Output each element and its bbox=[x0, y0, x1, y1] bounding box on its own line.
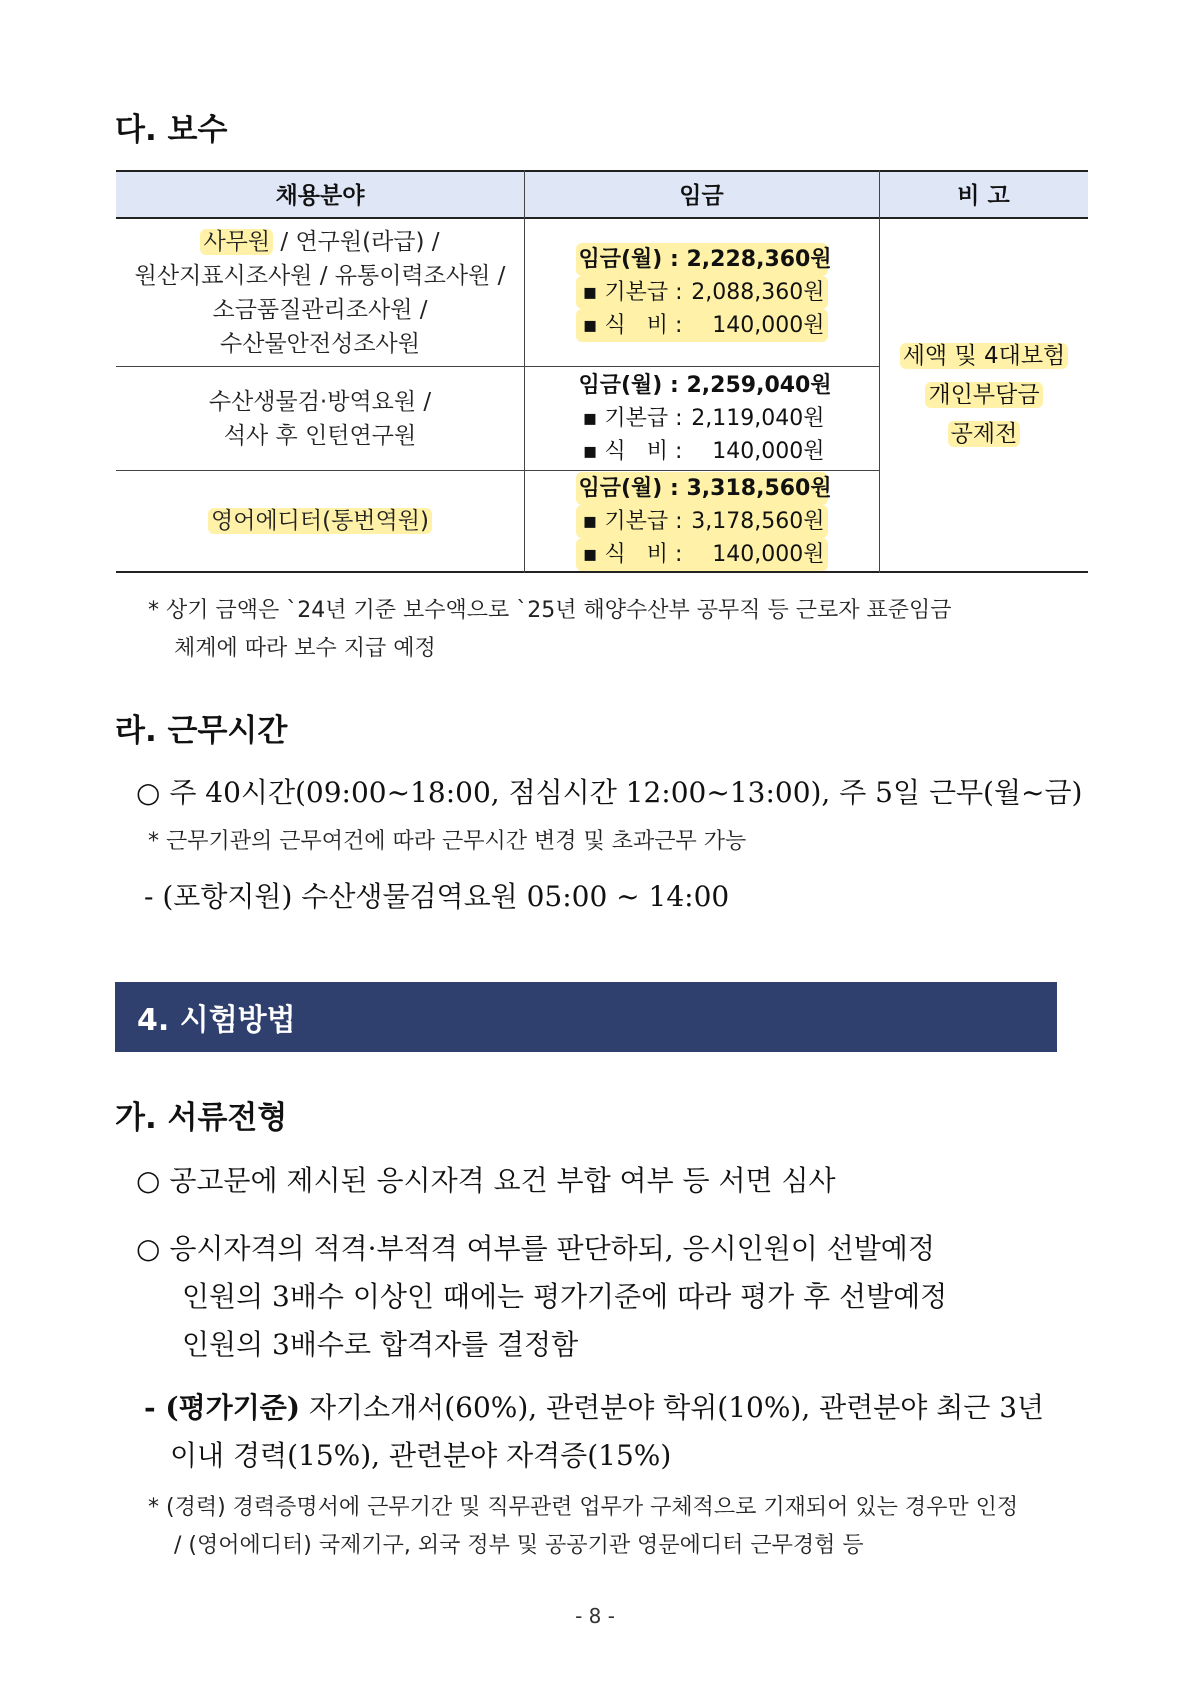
meal-value: 140,000원 bbox=[712, 313, 825, 338]
base-label: 기본급 : bbox=[604, 406, 683, 431]
square-bullet-icon: ▪ 기본급 : bbox=[582, 280, 683, 305]
table-row-2-field bbox=[116, 367, 524, 470]
square-bullet-icon: ▪ 식 비 : bbox=[582, 313, 683, 338]
base-value: 2,088,360원 bbox=[691, 280, 825, 305]
evaluation-criteria-line-1: 자기소개서(60%), 관련분야 학위(10%), 관련분야 최근 3년 bbox=[300, 1391, 1045, 1424]
wage-label: 임금(월) : bbox=[578, 475, 679, 501]
salary-table bbox=[116, 170, 1088, 573]
bullet-2-line-3: 인원의 3배수로 합격자를 결정함 bbox=[182, 1328, 579, 1361]
base-value: 3,178,560원 bbox=[691, 508, 825, 534]
field-line: 소금품질관리조사원 / bbox=[212, 296, 428, 323]
field-line: 수산생물검·방역요원 / bbox=[208, 388, 432, 415]
section-ga-title: 가. 서류전형 bbox=[115, 1100, 288, 1136]
table-bottom-border bbox=[116, 571, 1088, 573]
work-hours-bullet: ○ 주 40시간(09:00~18:00, 점심시간 12:00~13:00), 주 5일 근무(월~금) bbox=[136, 776, 1083, 809]
table-remark bbox=[880, 219, 1088, 571]
section-da-title: 다. 보수 bbox=[115, 112, 228, 148]
wage-label: 임금(월) : bbox=[578, 247, 679, 272]
meal-value: 140,000원 bbox=[712, 439, 825, 464]
square-bullet-icon: ▪ 식 비 : bbox=[582, 541, 683, 567]
header-remark: 비 고 bbox=[957, 183, 1010, 209]
field-line: 석사 후 인턴연구원 bbox=[223, 422, 417, 449]
evaluation-criteria bbox=[144, 1384, 1094, 1480]
table-row-1-field bbox=[116, 219, 524, 366]
section-4-banner bbox=[115, 982, 1057, 1052]
wage-value: 2,259,040원 bbox=[686, 373, 832, 398]
section-4-title: 4. 시험방법 bbox=[137, 1003, 296, 1038]
table-row-1-wage bbox=[524, 219, 879, 366]
work-hours-dash: - (포항지원) 수산생물검역요원 05:00 ~ 14:00 bbox=[144, 880, 730, 913]
bullet-2-line-1: ○ 응시자격의 적격·부적격 여부를 판단하되, 응시인원이 선발예정 bbox=[136, 1232, 935, 1265]
meal-value: 140,000원 bbox=[712, 541, 825, 567]
evaluation-note-line-1: * (경력) 경력증명서에 근무기간 및 직무관련 업무가 구체적으로 기재되어 있는 경우만 인정 bbox=[148, 1495, 1019, 1520]
base-value: 2,119,040원 bbox=[691, 406, 825, 431]
wage-value: 3,318,560원 bbox=[686, 475, 832, 501]
base-label: 기본급 : bbox=[604, 508, 683, 534]
salary-note bbox=[148, 592, 1088, 668]
section-ra-title: 라. 근무시간 bbox=[115, 713, 288, 749]
remark-line: 세액 및 4대보험 bbox=[900, 343, 1069, 369]
bullet-2-line-2: 인원의 3배수 이상인 때에는 평가기준에 따라 평가 후 선발예정 bbox=[182, 1280, 948, 1313]
evaluation-note bbox=[148, 1489, 1098, 1565]
salary-note-line-2: 체계에 따라 보수 지급 예정 bbox=[174, 636, 436, 661]
field-line: 사무원 bbox=[200, 229, 273, 255]
table-row-2-wage bbox=[524, 367, 879, 470]
field-line: 영어에디터(통번역원) bbox=[208, 508, 432, 534]
header-field: 채용분야 bbox=[275, 183, 365, 209]
document-screening-bullet-2 bbox=[136, 1225, 1088, 1369]
field-line: 원산지표시조사원 / 유통이력조사원 / bbox=[134, 262, 506, 289]
table-top-border bbox=[116, 170, 1088, 172]
table-row-3-field bbox=[116, 471, 524, 571]
table-row-3-wage bbox=[524, 471, 879, 571]
meal-label: 식 비 : bbox=[604, 313, 683, 338]
evaluation-note-line-2: / (영어에디터) 국제기구, 외국 정부 및 공공기관 영문에디터 근무경험 등 bbox=[174, 1533, 864, 1558]
header-wage: 임금 bbox=[679, 183, 724, 209]
evaluation-criteria-label: - (평가기준) bbox=[144, 1391, 301, 1424]
base-label: 기본급 : bbox=[604, 280, 683, 305]
square-bullet-icon: ▪ 식 비 : bbox=[582, 439, 683, 464]
square-bullet-icon: ▪ 기본급 : bbox=[582, 508, 683, 534]
evaluation-criteria-line-2: 이내 경력(15%), 관련분야 자격증(15%) bbox=[170, 1439, 672, 1472]
remark-line: 공제전 bbox=[948, 421, 1021, 447]
page-number: - 8 - bbox=[575, 1604, 615, 1628]
meal-label: 식 비 : bbox=[604, 439, 683, 464]
field-line: / 연구원(라급) / bbox=[273, 228, 440, 255]
wage-label: 임금(월) : bbox=[578, 373, 679, 398]
square-bullet-icon: ▪ 기본급 : bbox=[582, 406, 683, 431]
work-hours-note: * 근무기관의 근무여건에 따라 근무시간 변경 및 초과근무 가능 bbox=[148, 829, 747, 854]
document-screening-bullet-1: ○ 공고문에 제시된 응시자격 요건 부합 여부 등 서면 심사 bbox=[136, 1164, 836, 1197]
field-line: 수산물안전성조사원 bbox=[220, 330, 420, 357]
salary-note-line-1: * 상기 금액은 `24년 기준 보수액으로 `25년 해양수산부 공무직 등 근로자 표준임금 bbox=[148, 598, 952, 623]
meal-label: 식 비 : bbox=[604, 541, 683, 567]
remark-line: 개인부담금 bbox=[925, 382, 1042, 408]
wage-value: 2,228,360원 bbox=[686, 247, 832, 272]
